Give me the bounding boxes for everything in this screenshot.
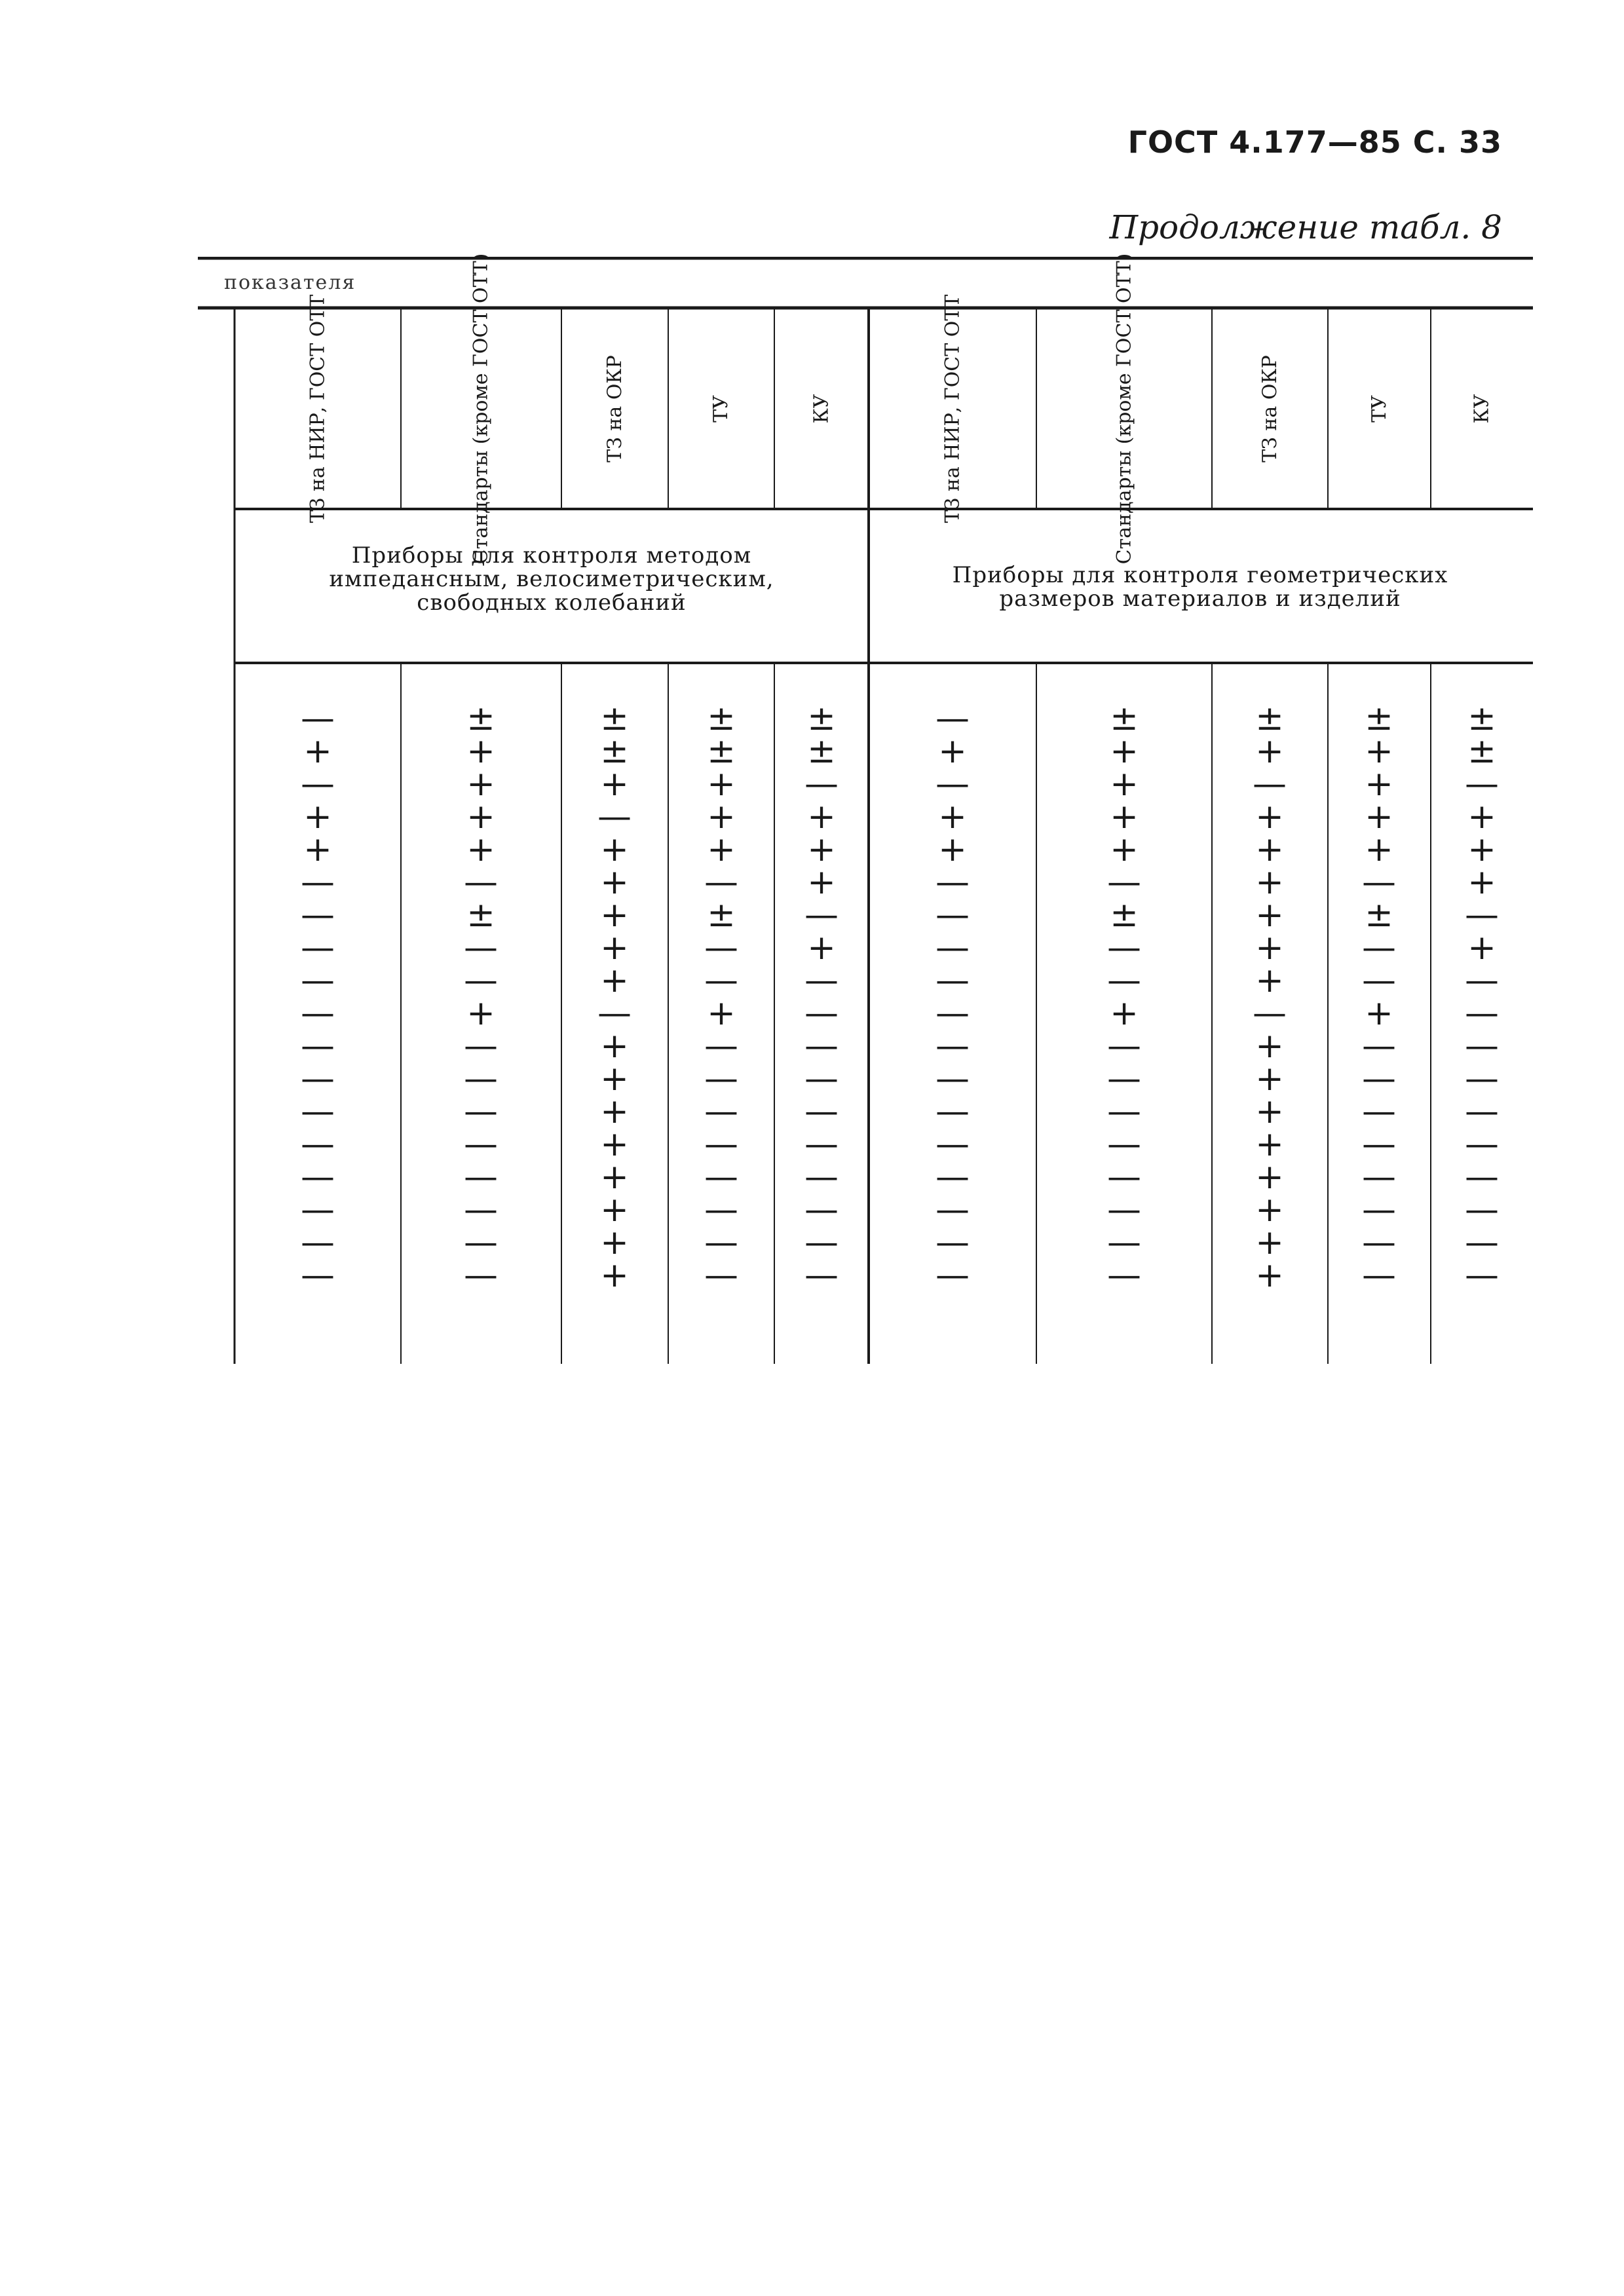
table-cell: —	[1107, 1026, 1141, 1066]
table-cell: +	[1255, 797, 1284, 837]
table-cell: —	[1465, 895, 1499, 935]
table-cell: +	[1255, 1157, 1284, 1197]
table-cell: +	[466, 797, 495, 837]
table-cell: —	[1107, 1157, 1141, 1197]
table-cell: —	[1107, 961, 1141, 1000]
table-cell: +	[600, 1059, 629, 1099]
table-cell: —	[804, 1190, 839, 1230]
table-cell: —	[935, 1125, 970, 1164]
table-column	[702, 699, 741, 1295]
table-cell: —	[1362, 1190, 1396, 1230]
table-column	[1359, 699, 1399, 1295]
table-cell: —	[464, 863, 498, 902]
table-cell: —	[704, 1092, 738, 1131]
table-cell: +	[1467, 797, 1496, 837]
table-cell: —	[1362, 863, 1396, 902]
table-cell: —	[1362, 1026, 1396, 1066]
table-cell: —	[935, 994, 970, 1033]
table-cell: —	[301, 863, 335, 902]
table-cell: —	[1465, 1026, 1499, 1066]
table-cell: +	[707, 797, 736, 837]
table-cell: —	[1362, 1059, 1396, 1099]
table-cell: —	[804, 961, 839, 1000]
table-cell: +	[1365, 797, 1393, 837]
table-cell: —	[1107, 1092, 1141, 1131]
table-cell: +	[1467, 863, 1496, 902]
table-cell: +	[1255, 1026, 1284, 1066]
table-cell: +	[938, 732, 967, 771]
table-cell: +	[600, 830, 629, 869]
table-cell: —	[704, 1157, 738, 1197]
column-header	[235, 294, 401, 523]
table-cell: —	[464, 1092, 498, 1131]
table-cell: —	[464, 1157, 498, 1197]
table-cell: ±	[707, 895, 736, 935]
column-header	[1431, 308, 1533, 509]
table-cell: —	[935, 764, 970, 804]
table-cell: +	[1255, 895, 1284, 935]
table-cell: +	[707, 994, 736, 1033]
table-cell: —	[1107, 928, 1141, 968]
table-cell: —	[597, 797, 632, 837]
table-cell: +	[600, 1026, 629, 1066]
table-cell: +	[466, 994, 495, 1033]
table-cell: ±	[1365, 699, 1393, 738]
table-cell: —	[1465, 1092, 1499, 1131]
column-header	[1328, 308, 1431, 509]
table-cell: —	[464, 1256, 498, 1295]
table-cell: +	[600, 895, 629, 935]
table-cell: +	[600, 1157, 629, 1197]
table-cell: +	[1110, 797, 1139, 837]
table-cell: ±	[1365, 895, 1393, 935]
column-header-text: ТУ	[1367, 394, 1391, 423]
table-cell: —	[464, 1125, 498, 1164]
table-cell: —	[301, 1125, 335, 1164]
table-cell: —	[1362, 961, 1396, 1000]
table-cell: +	[1255, 1190, 1284, 1230]
table-cell: —	[935, 863, 970, 902]
column-header-text: КУ	[810, 394, 833, 423]
table-cell: —	[464, 928, 498, 968]
table-cell: +	[303, 732, 332, 771]
table-cell: ±	[466, 895, 495, 935]
column-header-text: Стандарты (кроме ГОСТ ОТТ)	[1112, 253, 1135, 564]
table-cell: ±	[707, 732, 736, 771]
table-column	[298, 699, 337, 1295]
table-cell: +	[600, 1092, 629, 1131]
table-cell: +	[1365, 732, 1393, 771]
table-cell: —	[1465, 994, 1499, 1033]
column-header-text: Стандарты (кроме ГОСТ ОТТ)	[469, 253, 493, 564]
table-cell: +	[938, 830, 967, 869]
table-cell: ±	[600, 732, 629, 771]
table-cell: —	[704, 1256, 738, 1295]
column-header	[561, 308, 668, 509]
table-cell: —	[1465, 1125, 1499, 1164]
table-cell: —	[704, 961, 738, 1000]
table-cell: —	[301, 895, 335, 935]
table-cell: +	[1365, 830, 1393, 869]
table-cell: +	[600, 764, 629, 804]
table-cell: +	[1255, 830, 1284, 869]
table-cell: —	[1465, 764, 1499, 804]
column-header	[774, 308, 869, 509]
table-cell: —	[1107, 1223, 1141, 1262]
column-header	[1212, 308, 1328, 509]
table-cell: +	[807, 797, 836, 837]
table-cell: —	[1465, 1256, 1499, 1295]
table-cell: —	[704, 1223, 738, 1262]
table-cell: —	[704, 1190, 738, 1230]
table-cell: +	[303, 830, 332, 869]
column-header	[401, 253, 561, 564]
table-cell: +	[466, 732, 495, 771]
table-cell: —	[704, 863, 738, 902]
table-cell: —	[1465, 1190, 1499, 1230]
table-cell: —	[464, 1026, 498, 1066]
table-cell: —	[935, 1059, 970, 1099]
table-cell: —	[1107, 1256, 1141, 1295]
table-column	[1462, 699, 1501, 1295]
table-cell: —	[301, 961, 335, 1000]
column-header	[869, 294, 1036, 523]
group-header-right: Приборы для контроля геометрических размеров материалов и изделий	[952, 562, 1448, 612]
table-cell: +	[600, 928, 629, 968]
table-cell: —	[464, 961, 498, 1000]
table-cell: +	[1467, 928, 1496, 968]
table-cell: +	[1467, 830, 1496, 869]
table-cell: —	[804, 1026, 839, 1066]
table-cell: +	[303, 797, 332, 837]
table-cell: ±	[1467, 732, 1496, 771]
table-cell: +	[1110, 830, 1139, 869]
table-column	[933, 699, 972, 1295]
table-cell: —	[1253, 764, 1287, 804]
group-header-left: Приборы для контроля методом импедансным, велосиметрическим, свободных колебаний	[329, 542, 774, 616]
table-cell: +	[466, 764, 495, 804]
table-cell: —	[1465, 1059, 1499, 1099]
table-column	[1250, 699, 1289, 1295]
table-cell: +	[1110, 732, 1139, 771]
table-cell: +	[1255, 863, 1284, 902]
table-cell: +	[600, 863, 629, 902]
table-cell: —	[935, 1190, 970, 1230]
table-cell: ±	[1255, 699, 1284, 738]
table-cell: —	[464, 1059, 498, 1099]
table-cell: ±	[807, 699, 836, 738]
column-header	[668, 308, 774, 509]
table-cell: —	[1362, 1125, 1396, 1164]
table-cell: —	[1465, 1223, 1499, 1262]
table-cell: —	[704, 1026, 738, 1066]
table-cell: +	[600, 1125, 629, 1164]
column-header-text: ТУ	[709, 394, 732, 423]
table-cell: —	[1362, 1223, 1396, 1262]
table-cell: —	[301, 1256, 335, 1295]
table-cell: +	[1255, 1092, 1284, 1131]
table-cell: +	[707, 764, 736, 804]
column-header-text: ТЗ на НИР, ГОСТ ОТТ	[306, 294, 329, 523]
table-cell: —	[935, 895, 970, 935]
table-cell: —	[464, 1190, 498, 1230]
table-cell: —	[1253, 994, 1287, 1033]
table-cell: +	[807, 863, 836, 902]
table-cell: —	[464, 1223, 498, 1262]
table-cell: +	[1255, 1059, 1284, 1099]
column-header-text: КУ	[1470, 394, 1493, 423]
table-cell: —	[935, 1157, 970, 1197]
column-header-text: ТЗ на ОКР	[603, 354, 626, 462]
table-cell: —	[597, 994, 632, 1033]
table-cell: +	[600, 1256, 629, 1295]
table-cell: +	[807, 830, 836, 869]
table-cell: —	[935, 1092, 970, 1131]
table-cell: —	[301, 1092, 335, 1131]
table-column	[595, 699, 634, 1295]
table-cell: —	[804, 1125, 839, 1164]
table-cell: —	[804, 895, 839, 935]
table-cell: ±	[1110, 699, 1139, 738]
table-cell: —	[1362, 928, 1396, 968]
table-cell: +	[600, 1223, 629, 1262]
table-cell: +	[600, 1190, 629, 1230]
table-cell: —	[935, 961, 970, 1000]
table-cell: +	[1110, 994, 1139, 1033]
column-header-text: ТЗ на ОКР	[1258, 354, 1281, 462]
table-cell: ±	[707, 699, 736, 738]
table-cell: +	[1255, 928, 1284, 968]
table-cell: —	[301, 699, 335, 738]
table-cell: —	[1465, 961, 1499, 1000]
table-cell: —	[704, 1059, 738, 1099]
table-cell: +	[707, 830, 736, 869]
table-cell: —	[301, 1059, 335, 1099]
column-header	[1036, 253, 1212, 564]
table-cell: +	[807, 928, 836, 968]
table-cell: ±	[1110, 895, 1139, 935]
table-cell: —	[804, 1059, 839, 1099]
table-cell: —	[1362, 1256, 1396, 1295]
table-cell: +	[1255, 732, 1284, 771]
table-cell: ±	[1467, 699, 1496, 738]
table-cell: +	[1365, 764, 1393, 804]
table-cell: +	[938, 797, 967, 837]
table-cell: +	[1365, 994, 1393, 1033]
table-cell: —	[804, 994, 839, 1033]
table-cell: —	[935, 699, 970, 738]
table-cell: —	[804, 764, 839, 804]
table-cell: —	[935, 928, 970, 968]
table-cell: —	[301, 1190, 335, 1230]
table-cell: —	[935, 1256, 970, 1295]
table-cell: +	[1255, 961, 1284, 1000]
table-column	[802, 699, 841, 1295]
table-continuation-label: Продолжение табл. 8	[1109, 208, 1502, 246]
data-table	[198, 253, 1533, 1364]
table-cell: —	[301, 1157, 335, 1197]
column-header-text: ТЗ на НИР, ГОСТ ОТТ	[941, 294, 964, 523]
table-cell: —	[1362, 1157, 1396, 1197]
table-cell: ±	[600, 699, 629, 738]
table-cell: —	[804, 1256, 839, 1295]
table-cell: —	[804, 1092, 839, 1131]
table-cell: —	[1362, 1092, 1396, 1131]
table-cell: —	[704, 1125, 738, 1164]
table-cell: —	[301, 928, 335, 968]
table-cell: —	[1107, 1059, 1141, 1099]
table-cell: +	[1110, 764, 1139, 804]
table-cell: +	[1255, 1125, 1284, 1164]
table-cell: —	[301, 994, 335, 1033]
table-column	[461, 699, 500, 1295]
table-cell: —	[1465, 1157, 1499, 1197]
table-cell: —	[804, 1223, 839, 1262]
table-cell: +	[1255, 1256, 1284, 1295]
table-cell: —	[1107, 1190, 1141, 1230]
table-cell: +	[1255, 1223, 1284, 1262]
stub-header-label: показателя	[224, 271, 356, 294]
page-header: ГОСТ 4.177—85 С. 33	[1127, 124, 1502, 160]
table-cell: —	[935, 1223, 970, 1262]
table-cell: +	[466, 830, 495, 869]
table-cell: —	[1107, 863, 1141, 902]
table-cell: —	[804, 1157, 839, 1197]
table-cell: —	[301, 764, 335, 804]
table-cell: —	[1107, 1125, 1141, 1164]
table-cell: —	[935, 1026, 970, 1066]
table-cell: —	[301, 1026, 335, 1066]
table-cell: —	[704, 928, 738, 968]
table-column	[1105, 699, 1144, 1295]
table-cell: +	[600, 961, 629, 1000]
table-cell: ±	[807, 732, 836, 771]
table-cell: —	[301, 1223, 335, 1262]
table-cell: ±	[466, 699, 495, 738]
